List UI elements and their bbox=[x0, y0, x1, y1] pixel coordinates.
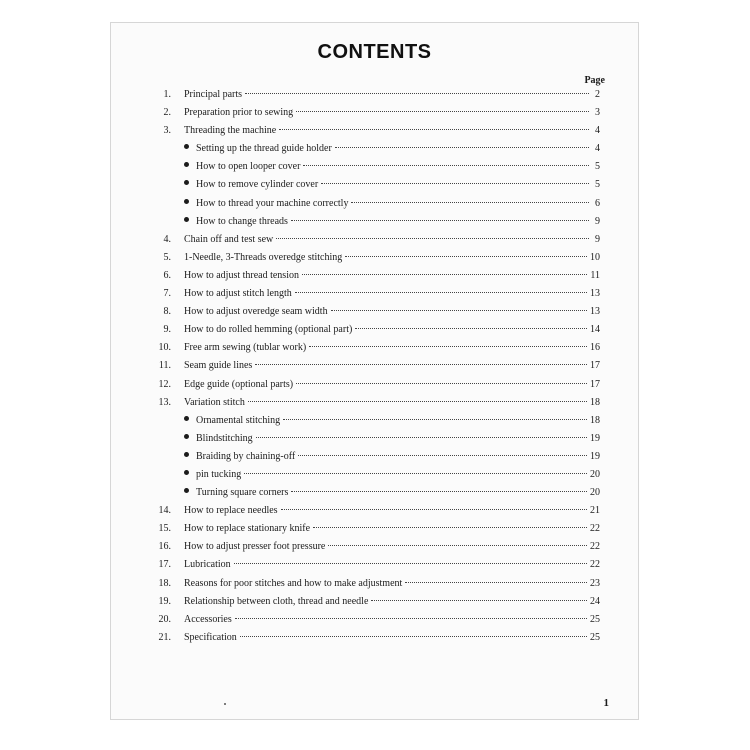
toc-entry-line bbox=[184, 629, 600, 647]
toc-entry-title: Turning square corners bbox=[196, 487, 289, 499]
bullet-icon bbox=[184, 162, 189, 167]
toc-entry-page: 23 bbox=[590, 577, 600, 589]
toc-entry bbox=[111, 611, 638, 629]
toc-entry-title: pin tucking bbox=[196, 468, 242, 480]
toc-entry-page: 4 bbox=[595, 143, 600, 155]
toc-entry-number: 14. bbox=[158, 505, 171, 517]
toc-entry bbox=[111, 376, 638, 394]
toc-entry bbox=[111, 267, 638, 285]
toc-entry-line bbox=[184, 195, 600, 213]
toc-subentry bbox=[111, 430, 638, 448]
toc-entry-line bbox=[184, 430, 600, 448]
toc-entry bbox=[111, 321, 638, 339]
dot-leader bbox=[244, 472, 587, 474]
toc-entry-page: 9 bbox=[595, 233, 600, 245]
toc-entry-number: 16. bbox=[158, 541, 171, 553]
dot-leader bbox=[313, 526, 587, 528]
toc-entry-page: 25 bbox=[590, 631, 600, 643]
toc-entry-page: 19 bbox=[590, 432, 600, 444]
toc-entry-line bbox=[184, 86, 600, 104]
dot-leader bbox=[248, 400, 587, 402]
toc-entry-title: How to adjust stitch length bbox=[184, 288, 292, 300]
toc-entry-title: Reasons for poor stitches and how to make adjustment bbox=[184, 577, 403, 589]
toc-entry bbox=[111, 538, 638, 556]
toc-entry-title: How to do rolled hemming (optional part) bbox=[184, 324, 353, 336]
toc-entry-title: Relationship between cloth, thread and needle bbox=[184, 595, 369, 607]
dot-leader bbox=[331, 309, 587, 311]
dot-leader bbox=[371, 599, 587, 601]
toc-entry-title: How to adjust thread tension bbox=[184, 269, 299, 281]
toc-entry-page: 21 bbox=[590, 505, 600, 517]
toc-entry-page: 6 bbox=[595, 197, 600, 209]
toc-entry-title: Specification bbox=[184, 631, 237, 643]
toc-entry-title: Ornamental stitching bbox=[196, 414, 281, 426]
toc-subentry bbox=[111, 140, 638, 158]
bullet-icon bbox=[184, 416, 189, 421]
page-column-label: Page bbox=[584, 75, 605, 86]
toc-subentry bbox=[111, 158, 638, 176]
toc-entry-line bbox=[184, 303, 600, 321]
dot-leader bbox=[235, 617, 587, 619]
toc-entry-line bbox=[184, 122, 600, 140]
toc-entry-title: How to change threads bbox=[196, 215, 288, 227]
toc-entry bbox=[111, 520, 638, 538]
toc-entry-number: 19. bbox=[158, 595, 171, 607]
toc-entry-page: 4 bbox=[595, 125, 600, 137]
toc-entry-page: 18 bbox=[590, 396, 600, 408]
toc-entry-title: How to replace stationary knife bbox=[184, 523, 311, 535]
toc-entry-page: 17 bbox=[590, 378, 600, 390]
bullet-icon bbox=[184, 199, 189, 204]
dot-leader bbox=[234, 562, 587, 564]
toc-entry bbox=[111, 249, 638, 267]
toc-entry-page: 14 bbox=[590, 324, 600, 336]
dot-leader bbox=[335, 146, 589, 148]
toc-entry-number: 2. bbox=[163, 107, 171, 119]
toc-entry-title: Seam guide lines bbox=[184, 360, 253, 372]
toc-entry bbox=[111, 339, 638, 357]
toc-entry-number: 6. bbox=[163, 269, 171, 281]
toc-entry-title: Edge guide (optional parts) bbox=[184, 378, 294, 390]
bullet-icon bbox=[184, 434, 189, 439]
dot-leader bbox=[298, 454, 587, 456]
toc-entry bbox=[111, 231, 638, 249]
toc-entry-line bbox=[184, 484, 600, 502]
toc-entry-line bbox=[184, 231, 600, 249]
document-page bbox=[110, 22, 639, 720]
toc-entry-title: Chain off and test sew bbox=[184, 233, 274, 245]
toc-entry-number: 17. bbox=[158, 559, 171, 571]
toc-entry-page: 11 bbox=[590, 269, 600, 281]
toc-entry-line bbox=[184, 394, 600, 412]
toc-entry-title: How to adjust overedge seam width bbox=[184, 306, 328, 318]
toc-entry-number: 10. bbox=[158, 342, 171, 354]
table-of-contents bbox=[111, 86, 638, 647]
dot-leader bbox=[291, 490, 587, 492]
toc-entry-line bbox=[184, 158, 600, 176]
toc-entry-page: 22 bbox=[590, 559, 600, 571]
toc-subentry bbox=[111, 466, 638, 484]
dot-leader bbox=[405, 581, 587, 583]
dot-leader bbox=[255, 363, 587, 365]
speck-mark bbox=[224, 703, 226, 705]
dot-leader bbox=[296, 382, 587, 384]
toc-entry-line bbox=[184, 357, 600, 375]
dot-leader bbox=[245, 92, 589, 94]
toc-entry-page: 16 bbox=[590, 342, 600, 354]
toc-entry-title: Braiding by chaining-off bbox=[196, 450, 296, 462]
bullet-icon bbox=[184, 470, 189, 475]
dot-leader bbox=[276, 237, 589, 239]
toc-entry-title: Variation stitch bbox=[184, 396, 245, 408]
toc-entry-number: 12. bbox=[158, 378, 171, 390]
toc-entry-line bbox=[184, 466, 600, 484]
toc-entry-number: 8. bbox=[163, 306, 171, 318]
bullet-icon bbox=[184, 144, 189, 149]
dot-leader bbox=[309, 345, 587, 347]
toc-subentry bbox=[111, 412, 638, 430]
dot-leader bbox=[295, 291, 587, 293]
toc-entry-page: 9 bbox=[595, 215, 600, 227]
toc-subentry bbox=[111, 176, 638, 194]
toc-entry-page: 18 bbox=[590, 414, 600, 426]
toc-entry-title: Free arm sewing (tublar work) bbox=[184, 342, 307, 354]
toc-entry-number: 1. bbox=[163, 89, 171, 100]
toc-entry-number: 15. bbox=[158, 523, 171, 535]
toc-entry-line bbox=[184, 520, 600, 538]
bullet-icon bbox=[184, 452, 189, 457]
toc-subentry bbox=[111, 195, 638, 213]
toc-entry-number: 18. bbox=[158, 577, 171, 589]
toc-entry-line bbox=[184, 140, 600, 158]
toc-entry-line bbox=[184, 321, 600, 339]
toc-entry-page: 20 bbox=[590, 468, 600, 480]
toc-entry-line bbox=[184, 104, 600, 122]
toc-entry bbox=[111, 303, 638, 321]
toc-entry-page: 22 bbox=[590, 541, 600, 553]
toc-entry-title: How to open looper cover bbox=[196, 161, 301, 173]
toc-entry-page: 20 bbox=[590, 487, 600, 499]
dot-leader bbox=[345, 255, 587, 257]
toc-entry-page: 5 bbox=[595, 179, 600, 191]
toc-entry-title: How to remove cylinder cover bbox=[196, 179, 319, 191]
toc-subentry bbox=[111, 448, 638, 466]
toc-entry-number: 20. bbox=[158, 613, 171, 625]
toc-entry-title: Lubrication bbox=[184, 559, 231, 571]
toc-entry-page: 13 bbox=[590, 288, 600, 300]
toc-entry bbox=[111, 104, 638, 122]
toc-entry-title: How to thread your machine correctly bbox=[196, 197, 349, 209]
toc-entry-line bbox=[184, 176, 600, 194]
toc-entry-line bbox=[184, 285, 600, 303]
toc-entry bbox=[111, 575, 638, 593]
toc-entry-line bbox=[184, 575, 600, 593]
toc-entry-title: Accessories bbox=[184, 613, 232, 625]
bullet-icon bbox=[184, 180, 189, 185]
dot-leader bbox=[321, 182, 589, 184]
toc-entry-title: Blindstitching bbox=[196, 432, 253, 444]
dot-leader bbox=[283, 418, 587, 420]
dot-leader bbox=[281, 508, 587, 510]
toc-entry-number: 9. bbox=[163, 324, 171, 336]
toc-entry-page: 17 bbox=[590, 360, 600, 372]
toc-entry bbox=[111, 502, 638, 520]
toc-entry bbox=[111, 357, 638, 375]
toc-entry-number: 5. bbox=[163, 251, 171, 263]
toc-entry-title: 1-Needle, 3-Threads overedge stitching bbox=[184, 251, 343, 263]
footer-page-number: 1 bbox=[603, 697, 609, 709]
toc-entry-number: 11. bbox=[158, 360, 171, 372]
toc-entry-number: 7. bbox=[163, 288, 171, 300]
toc-entry-number: 4. bbox=[163, 233, 171, 245]
toc-entry-number: 21. bbox=[158, 631, 171, 643]
dot-leader bbox=[240, 635, 587, 637]
dot-leader bbox=[279, 128, 589, 130]
toc-entry-line bbox=[184, 593, 600, 611]
toc-entry-title: Principal parts bbox=[184, 89, 243, 100]
toc-entry-page: 22 bbox=[590, 523, 600, 535]
toc-entry-page: 10 bbox=[590, 251, 600, 263]
bullet-icon bbox=[184, 217, 189, 222]
toc-entry-page: 13 bbox=[590, 306, 600, 318]
dot-leader bbox=[302, 273, 587, 275]
toc-entry-page: 25 bbox=[590, 613, 600, 625]
dot-leader bbox=[303, 164, 589, 166]
toc-entry bbox=[111, 556, 638, 574]
toc-entry-title: Setting up the thread guide holder bbox=[196, 143, 332, 155]
toc-entry-line bbox=[184, 412, 600, 430]
toc-entry bbox=[111, 394, 638, 412]
toc-entry-page: 5 bbox=[595, 161, 600, 173]
toc-subentry bbox=[111, 213, 638, 231]
dot-leader bbox=[256, 436, 587, 438]
toc-entry-page: 19 bbox=[590, 450, 600, 462]
toc-entry-title: Preparation prior to sewing bbox=[184, 107, 294, 119]
dot-leader bbox=[328, 544, 587, 546]
toc-entry-page: 3 bbox=[595, 107, 600, 119]
dot-leader bbox=[355, 327, 587, 329]
dot-leader bbox=[291, 219, 589, 221]
toc-entry-line bbox=[184, 267, 600, 285]
toc-entry bbox=[111, 285, 638, 303]
dot-leader bbox=[351, 201, 589, 203]
toc-entry bbox=[111, 86, 638, 104]
toc-entry-line bbox=[184, 376, 600, 394]
toc-entry-title: How to replace needles bbox=[184, 505, 278, 517]
toc-entry-page: 24 bbox=[590, 595, 600, 607]
toc-entry bbox=[111, 629, 638, 647]
toc-entry-title: How to adjust presser foot pressure bbox=[184, 541, 326, 553]
toc-entry-line bbox=[184, 556, 600, 574]
bullet-icon bbox=[184, 488, 189, 493]
toc-entry-page: 2 bbox=[595, 89, 600, 100]
toc-entry-number: 3. bbox=[163, 125, 171, 137]
toc-entry-line bbox=[184, 611, 600, 629]
page-title: CONTENTS bbox=[317, 41, 432, 63]
dot-leader bbox=[296, 110, 589, 112]
toc-entry-line bbox=[184, 339, 600, 357]
toc-entry bbox=[111, 122, 638, 140]
toc-entry-line bbox=[184, 502, 600, 520]
toc-entry bbox=[111, 593, 638, 611]
toc-entry-title: Threading the machine bbox=[184, 125, 277, 137]
toc-entry-number: 13. bbox=[158, 396, 171, 408]
toc-entry-line bbox=[184, 448, 600, 466]
toc-entry-line bbox=[184, 538, 600, 556]
toc-entry-line bbox=[184, 249, 600, 267]
toc-entry-line bbox=[184, 213, 600, 231]
toc-subentry bbox=[111, 484, 638, 502]
